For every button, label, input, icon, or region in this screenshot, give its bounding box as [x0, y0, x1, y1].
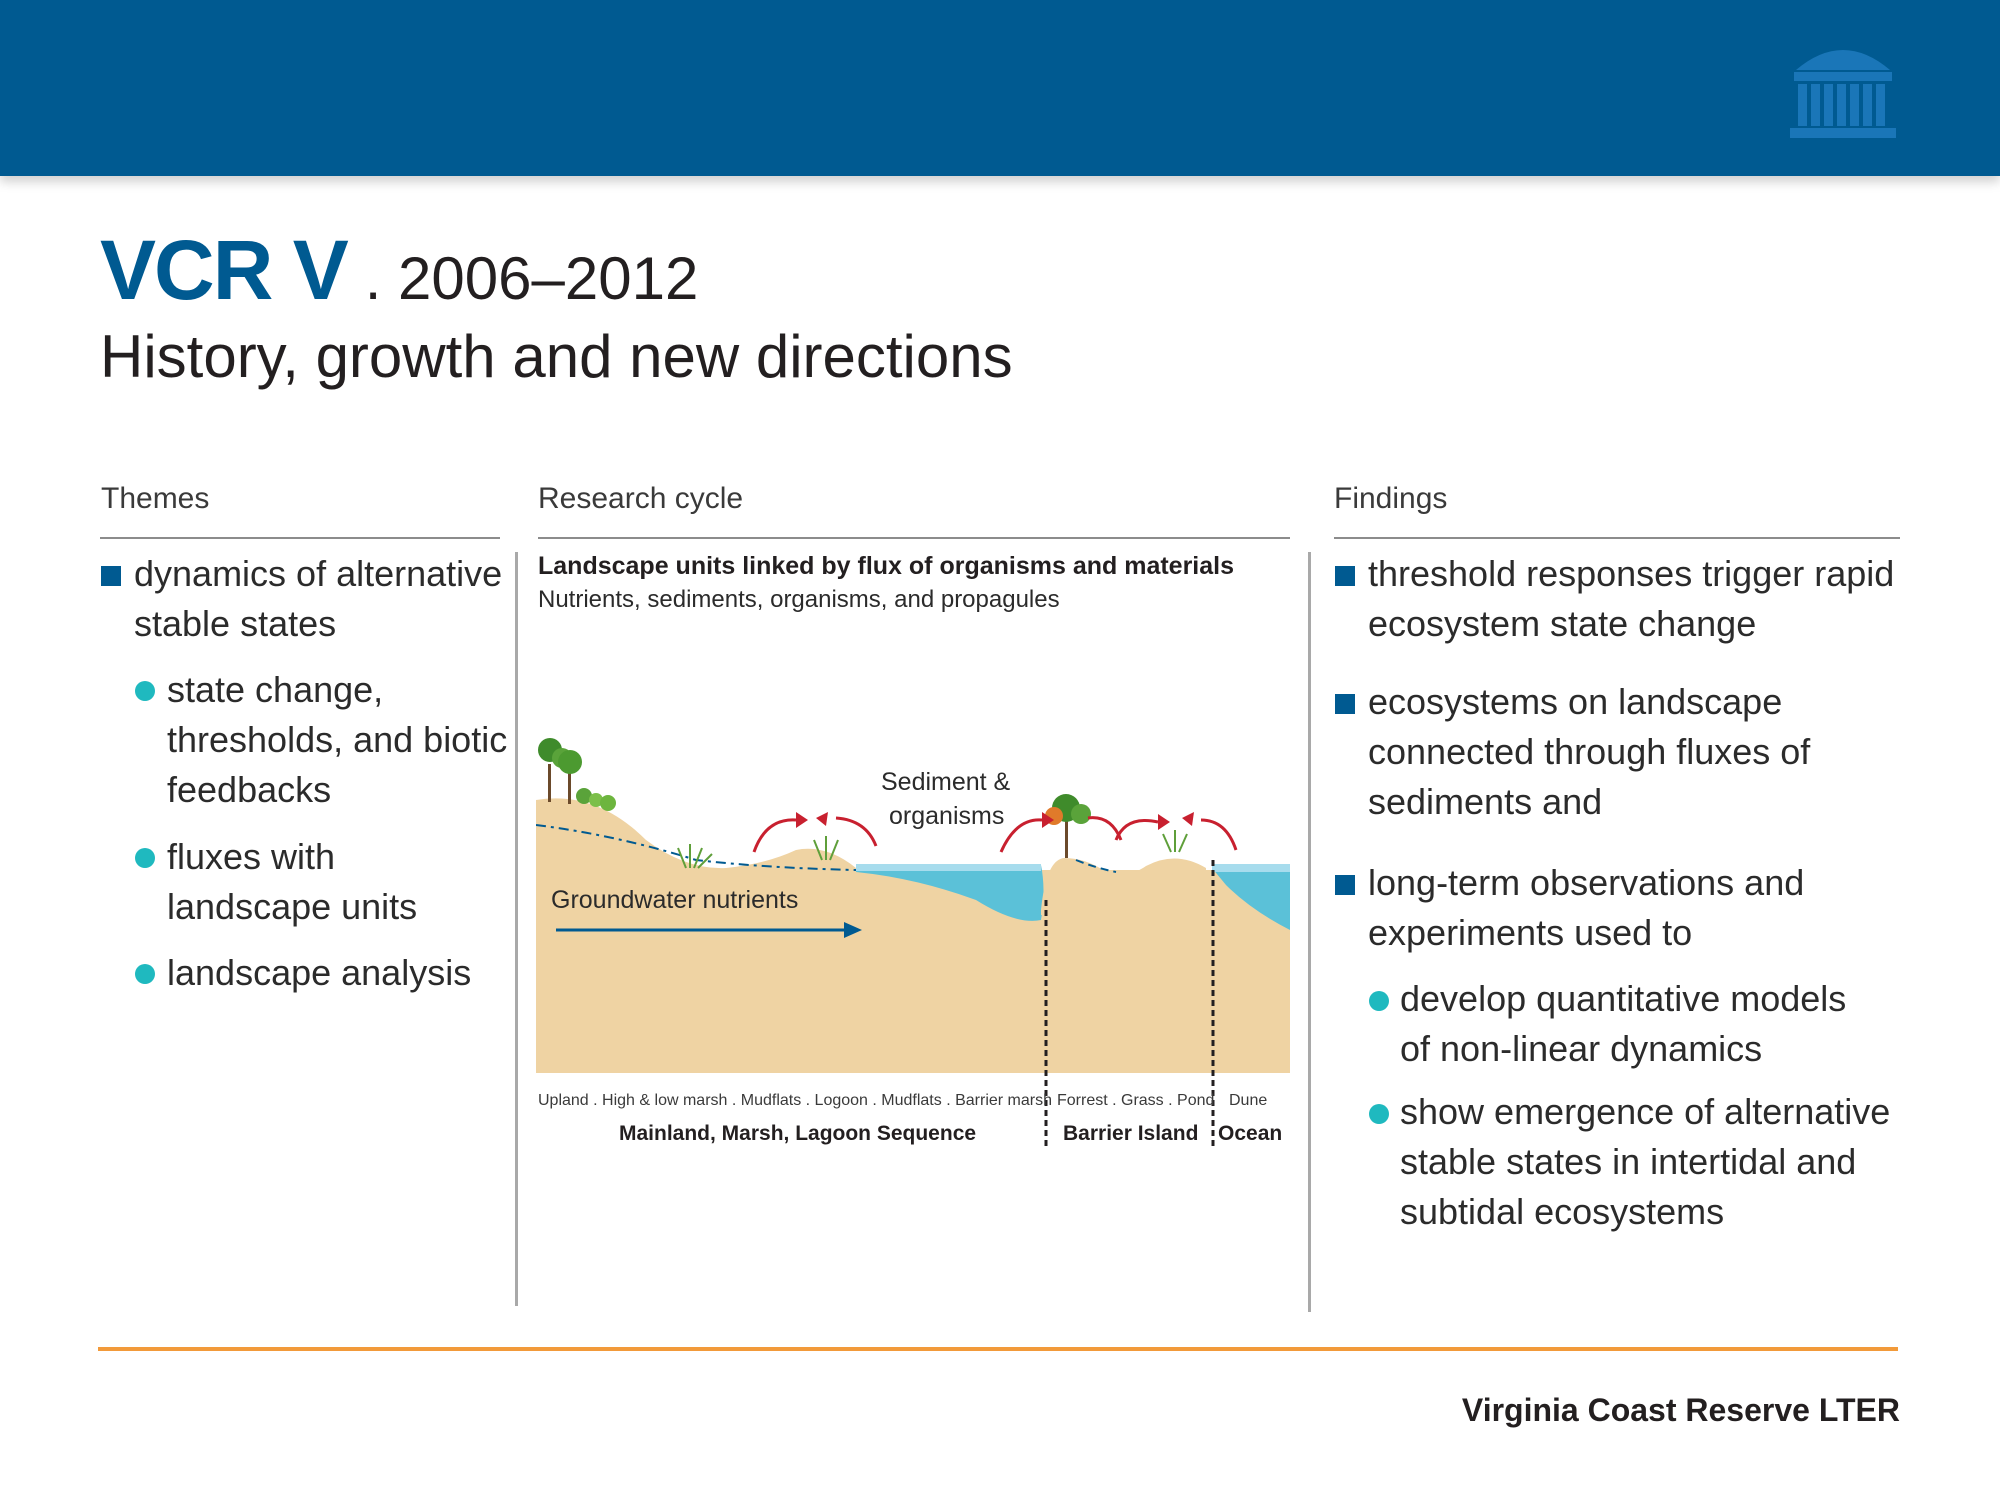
- theme-sub-bullet: landscape analysis: [167, 952, 472, 993]
- diagram-title: Landscape units linked by flux of organisms and materials: [538, 552, 1235, 580]
- footer-rule: [98, 1347, 1898, 1351]
- finding-sub-bullet: develop quantitative models of non-linear dynamics: [1400, 978, 1847, 1069]
- findings-heading: Findings: [1334, 482, 1448, 515]
- lagoon-surface: [856, 864, 1041, 871]
- units-label-barrier: Forrest . Grass . Pond: [1057, 1092, 1215, 1109]
- findings-rule: [1334, 537, 1900, 539]
- theme-sub-bullet: state change, thresholds, and biotic feedbacks: [167, 669, 508, 810]
- column-divider-left: [515, 552, 518, 1306]
- finding-bullet: long-term observations and experiments used to: [1368, 862, 1805, 953]
- rotunda-logo-icon: [1788, 36, 1898, 140]
- upland-trees: [538, 738, 616, 811]
- square-bullet-icon: [1335, 694, 1355, 714]
- diagram-subtitle: Nutrients, sediments, organisms, and propagules: [538, 586, 1060, 613]
- sediment-label-2: organisms: [889, 802, 1005, 830]
- theme-sub-bullet: fluxes with landscape units: [167, 836, 418, 927]
- groundwater-label: Groundwater nutrients: [551, 886, 799, 914]
- section-label-barrier: Barrier Island: [1063, 1122, 1199, 1145]
- page-subtitle: History, growth and new directions: [100, 323, 1013, 390]
- square-bullet-icon: [1335, 875, 1355, 895]
- column-divider-right: [1308, 552, 1311, 1312]
- circle-bullet-icon: [135, 848, 155, 868]
- finding-bullet: ecosystems on landscape connected through fluxes of sediments and: [1368, 681, 1811, 822]
- header-band: [0, 0, 2000, 176]
- title-years: . 2006–2012: [364, 245, 699, 312]
- finding-sub-bullet: show emergence of alternative stable states in intertidal and subtidal ecosystems: [1400, 1091, 1891, 1232]
- island-tree: [1045, 794, 1091, 858]
- section-label-mainland: Mainland, Marsh, Lagoon Sequence: [619, 1122, 977, 1145]
- finding-bullet: threshold responses trigger rapid ecosystem state change: [1368, 553, 1895, 644]
- title-line: [100, 222, 699, 317]
- barrier-island: [1041, 858, 1206, 915]
- research-rule: [538, 537, 1290, 539]
- theme-bullet: dynamics of alternative stable states: [134, 553, 503, 644]
- mainland-slope: [536, 798, 856, 890]
- research-heading: Research cycle: [538, 482, 744, 515]
- footer-organization: Virginia Coast Reserve LTER: [1461, 1392, 1900, 1428]
- circle-bullet-icon: [135, 681, 155, 701]
- ocean-surface: [1212, 864, 1290, 872]
- circle-bullet-icon: [1369, 1104, 1389, 1124]
- units-label-mainland: Upland . High & low marsh . Mudflats . Logoon . Mudflats . Barrier marsh: [538, 1092, 1052, 1109]
- circle-bullet-icon: [1369, 991, 1389, 1011]
- square-bullet-icon: [101, 566, 121, 586]
- themes-heading: Themes: [101, 482, 210, 515]
- themes-rule: [100, 537, 500, 539]
- section-label-ocean: Ocean: [1218, 1122, 1283, 1145]
- circle-bullet-icon: [135, 964, 155, 984]
- title-main: VCR V: [100, 223, 347, 317]
- square-bullet-icon: [1335, 566, 1355, 586]
- sediment-label-1: Sediment &: [881, 768, 1011, 796]
- units-label-ocean: Dune: [1229, 1092, 1268, 1109]
